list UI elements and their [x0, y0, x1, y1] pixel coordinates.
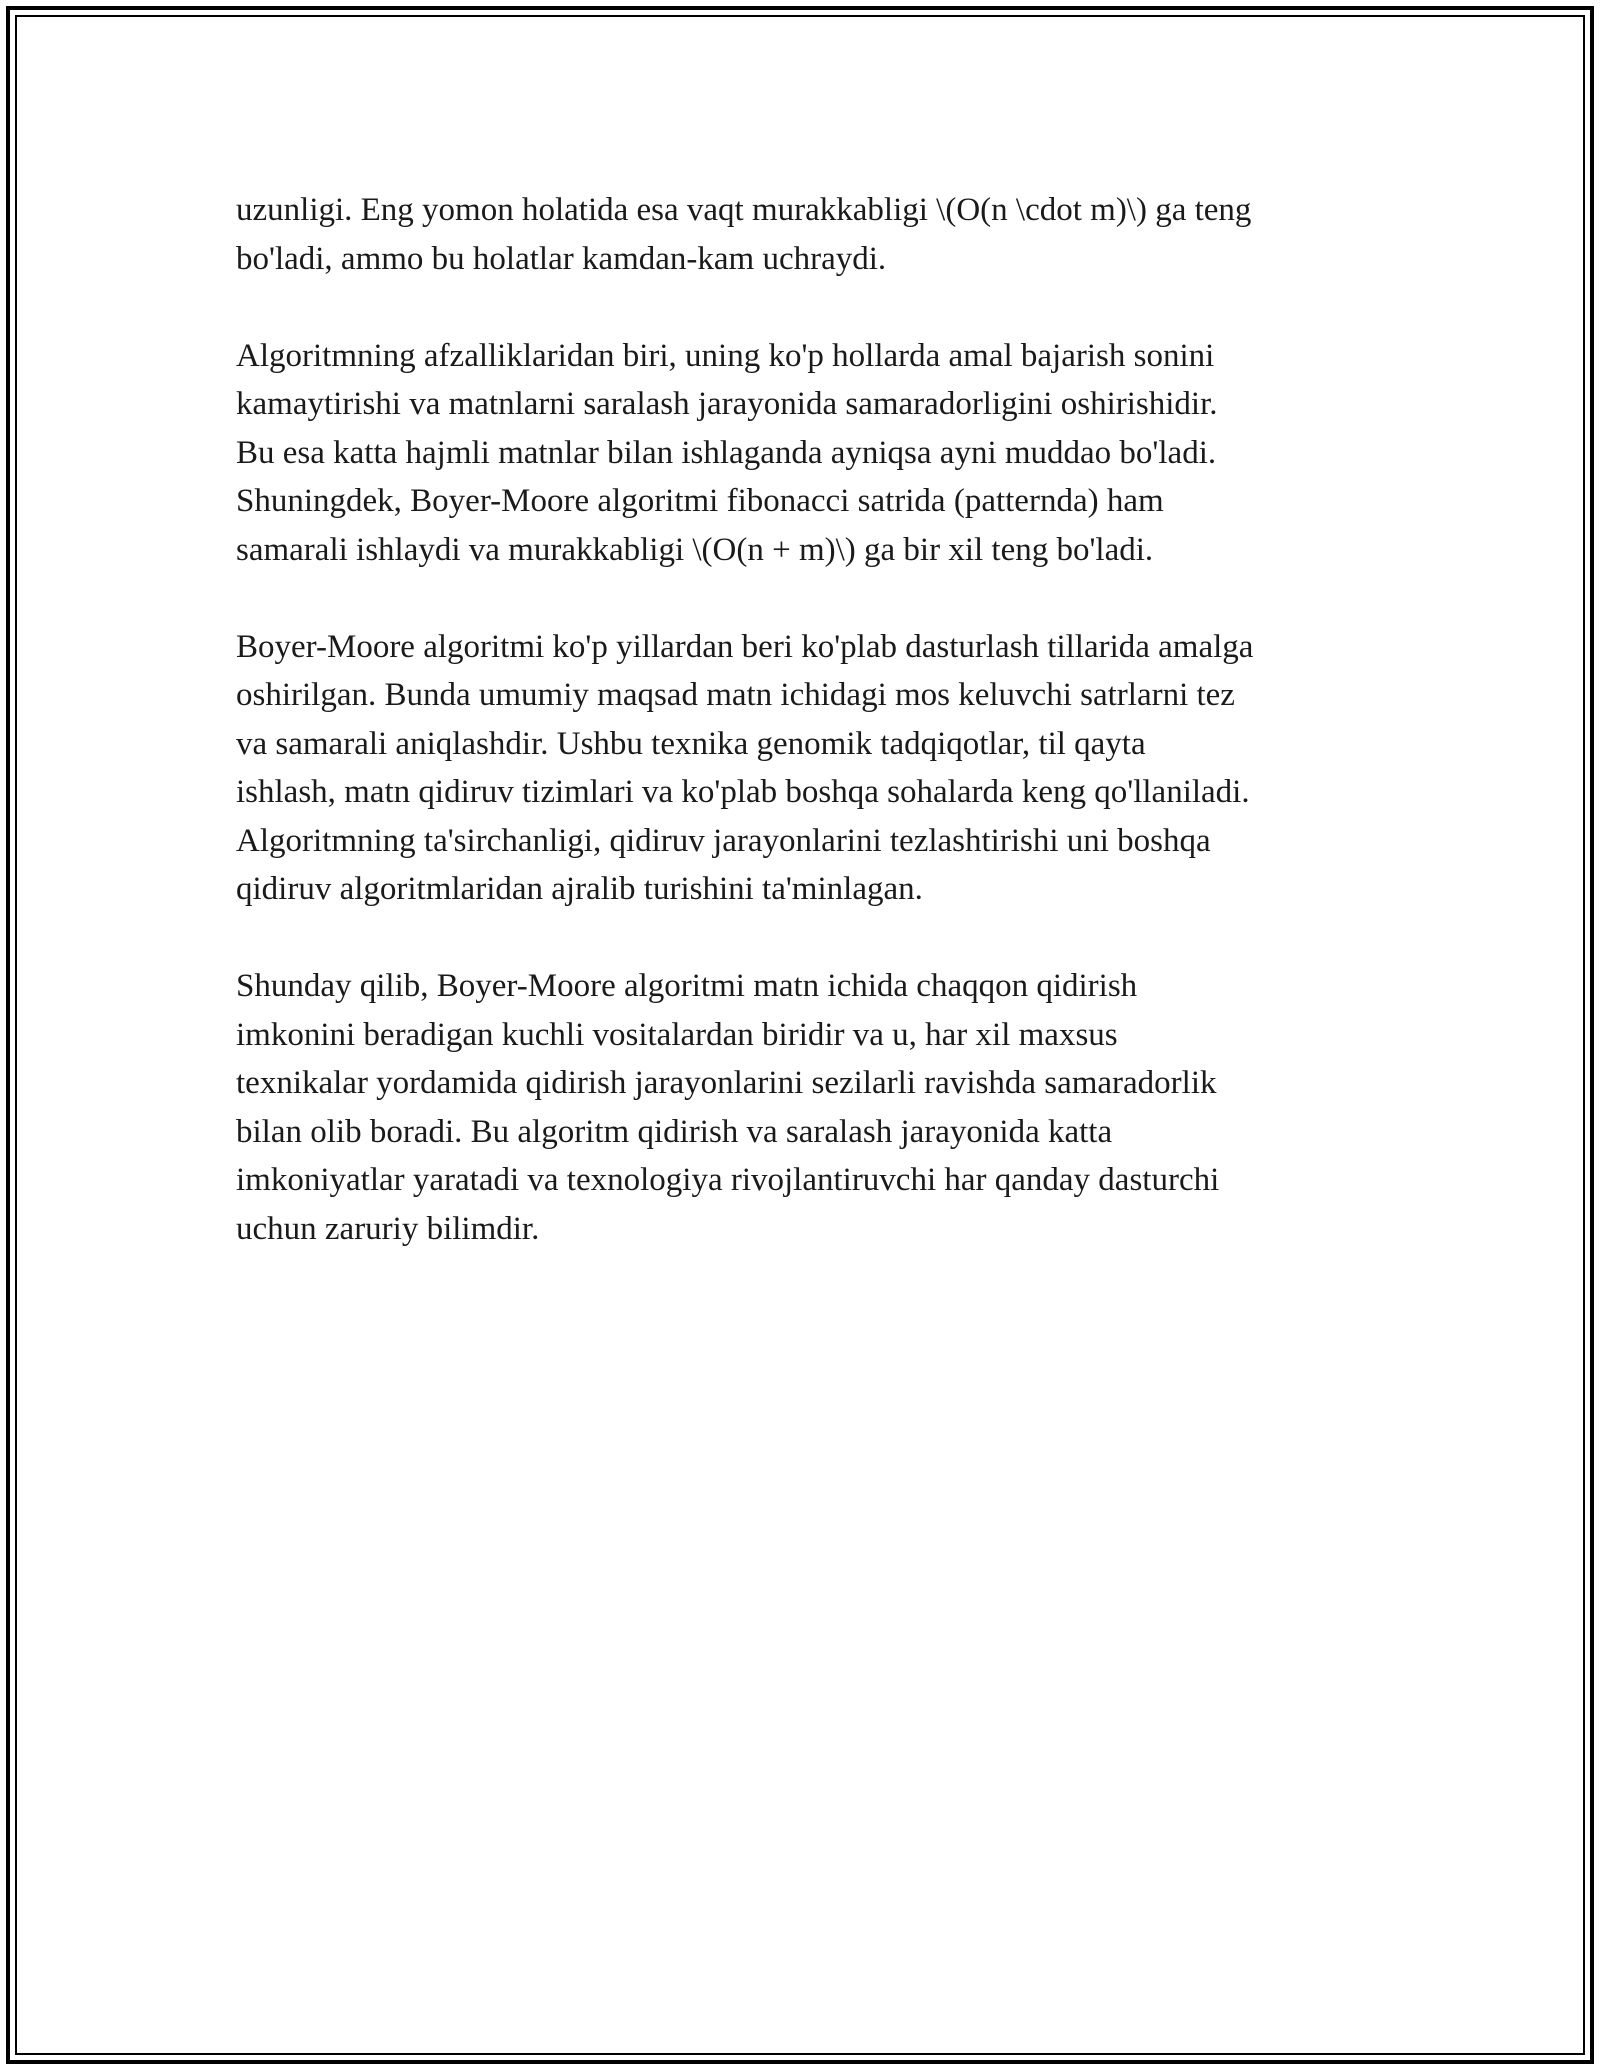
paragraph: uzunligi. Eng yomon holatida esa vaqt murakkabligi \(O(n \cdot m)\) ga teng bo'ladi, ammo bu holatlar kamdan-kam uchraydi.	[236, 192, 1252, 277]
paragraph: Boyer-Moore algoritmi ko'p yillardan beri ko'plab dasturlash tillarida amalga oshirilgan. Bunda umumiy maqsad matn ichidagi mos keluvchi satrlarni tez va samarali aniqlashdir. Ushbu texnika genomik tadqiqotlar, til qayta ishlash, matn qidiruv tizimlari va ko'plab boshqa sohalarda keng qo'llaniladi. Algoritmning ta'sirchanligi, qidiruv jarayonlarini tezlashtirishi uni boshqa qidiruv algoritmlaridan ajralib turishini ta'minlagan.	[236, 628, 1254, 907]
paragraph: Shunday qilib, Boyer-Moore algoritmi matn ichida chaqqon qidirish imkonini beradigan kuchli vositalardan biridir va u, har xil maxsus texnikalar yordamida qidirish jarayonlarini sezilarli ravishda samaradorlik bilan olib boradi. Bu algoritm qidirish va saralash jarayonida katta imkoniyatlar yaratadi va texnologiya rivojlantiruvchi har qanday dasturchi uchun zaruriy bilimdir.	[236, 968, 1220, 1247]
paragraph: Algoritmning afzalliklaridan biri, uning ko'p hollarda amal bajarish sonini kamaytirishi va matnlarni saralash jarayonida samaradorligini oshirishidir. Bu esa katta hajmli matnlar bilan ishlaganda ayniqsa ayni muddao bo'ladi. Shuningdek, Boyer-Moore algoritmi fibonacci satrida (patternda) ham samarali ishlaydi va murakkabligi \(O(n + m)\) ga bir xil teng bo'ladi.	[236, 337, 1218, 568]
document-body	[236, 186, 1376, 1302]
